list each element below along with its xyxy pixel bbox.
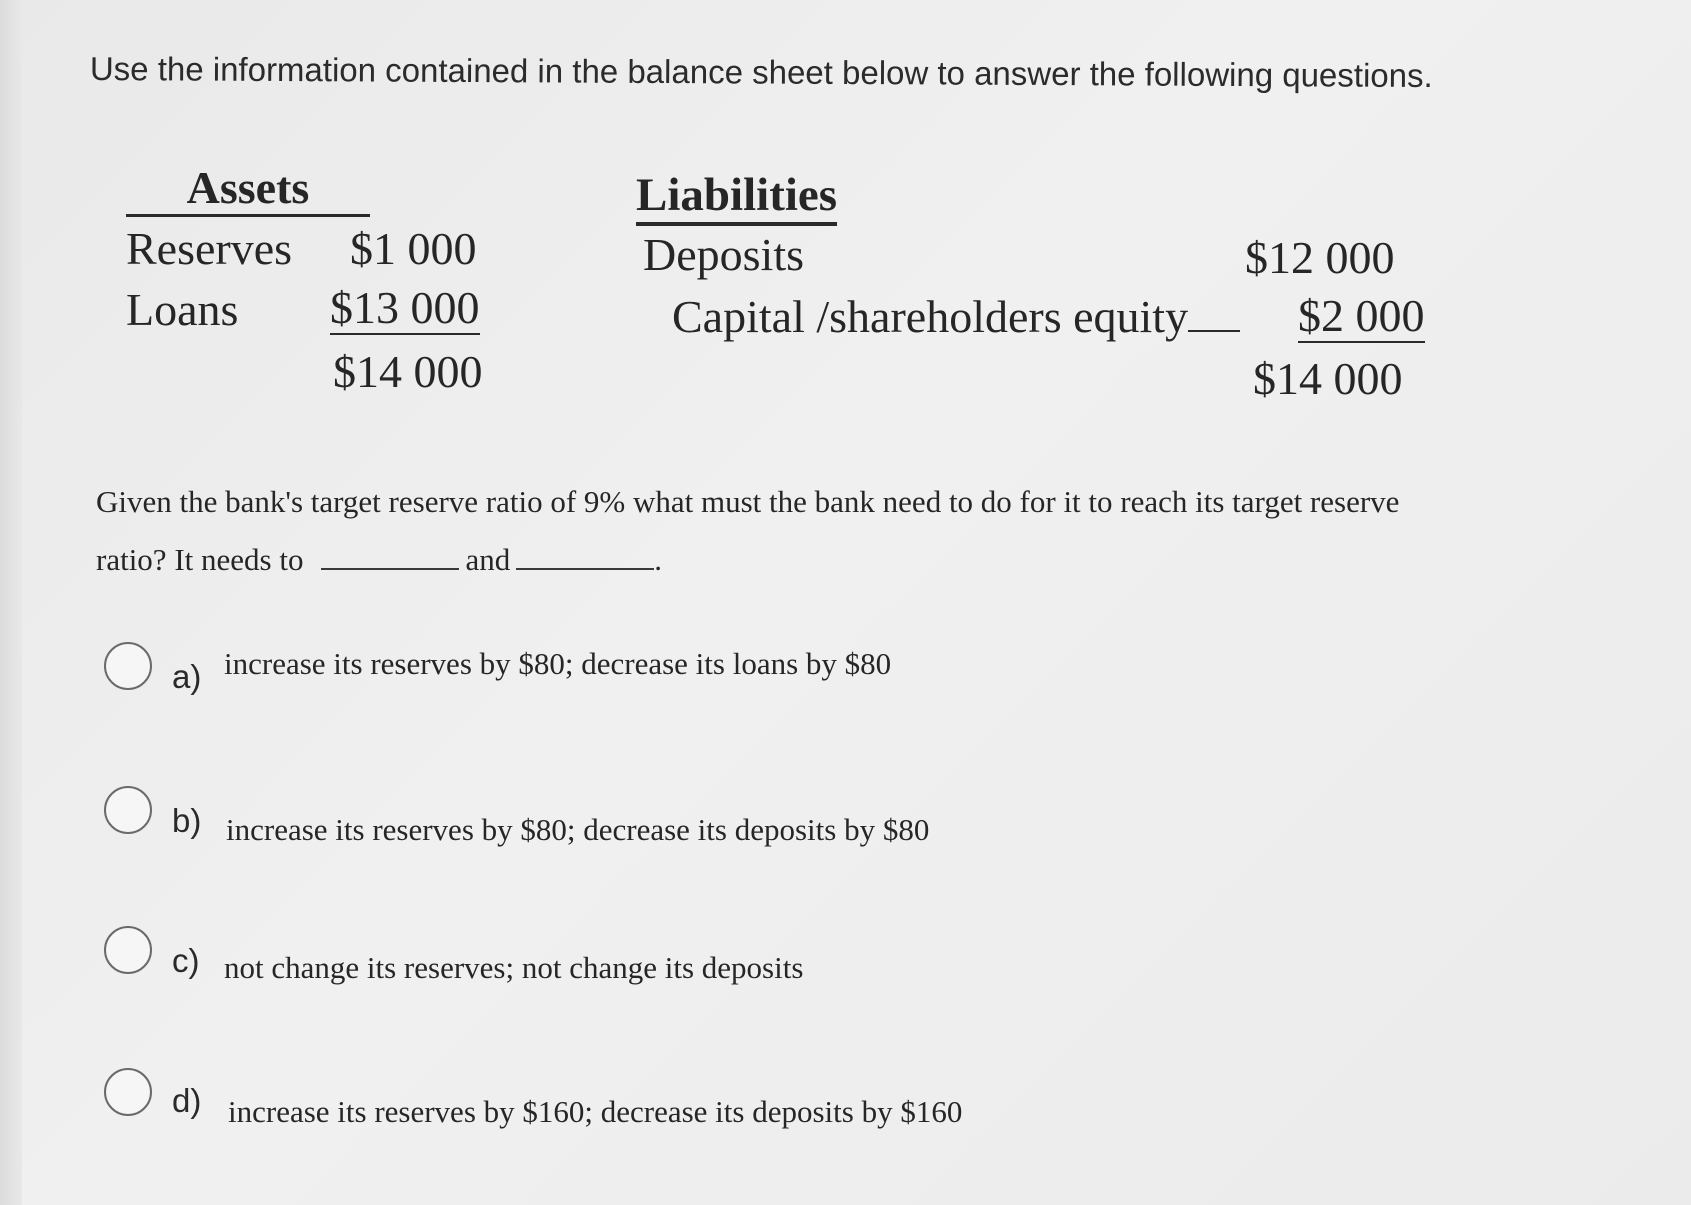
radio-d[interactable] <box>104 1068 152 1116</box>
radio-b[interactable] <box>104 786 152 834</box>
deposits-label: Deposits <box>643 229 804 280</box>
screen-left-edge <box>0 0 22 1205</box>
instruction-text: Use the information contained in the balance sheet below to answer the following questions. <box>89 50 1433 95</box>
liabilities-heading: Liabilities <box>636 168 837 226</box>
question-line-1: Given the bank's target reserve ratio of 9% what must the bank need to do for it to reach its target reserve <box>96 484 1400 519</box>
question-line-2 <box>96 540 662 578</box>
radio-a[interactable] <box>104 642 152 690</box>
reserves-value: $1 000 <box>350 223 477 274</box>
assets-total: $14 000 <box>333 346 483 397</box>
reserves-label: Reserves <box>126 223 293 274</box>
capital-underline <box>1188 290 1240 332</box>
loans-label: Loans <box>126 284 239 335</box>
assets-heading: Assets <box>126 162 370 217</box>
option-d[interactable] <box>104 1068 1104 1138</box>
option-a-text: increase its reserves by $80; decrease its loans by $80 <box>224 646 892 681</box>
option-a-letter: a) <box>172 658 202 695</box>
capital-label <box>672 290 1240 343</box>
option-c-letter: c) <box>172 942 200 979</box>
liabilities-total: $14 000 <box>1253 353 1403 404</box>
option-c-text: not change its reserves; not change its deposits <box>224 950 804 985</box>
option-b-text: increase its reserves by $80; decrease its deposits by $80 <box>226 812 930 847</box>
answer-blank-2 <box>516 540 654 570</box>
question-prefix: ratio? It needs to <box>96 542 304 577</box>
capital-value: $2 000 <box>1298 290 1425 341</box>
option-d-text: increase its reserves by $160; decrease its deposits by $160 <box>228 1094 963 1129</box>
option-b-letter: b) <box>172 802 202 839</box>
answer-blank-1 <box>321 540 459 570</box>
radio-c[interactable] <box>104 926 152 974</box>
question-end: . <box>654 542 662 577</box>
option-d-letter: d) <box>172 1082 202 1119</box>
capital-label-text: Capital /shareholders equity <box>672 291 1189 342</box>
question-and: and <box>465 542 511 577</box>
option-b[interactable] <box>104 786 1104 856</box>
option-c[interactable] <box>104 926 1104 996</box>
loans-value: $13 000 <box>330 282 480 333</box>
option-a[interactable] <box>104 642 1104 712</box>
deposits-value: $12 000 <box>1245 232 1395 283</box>
